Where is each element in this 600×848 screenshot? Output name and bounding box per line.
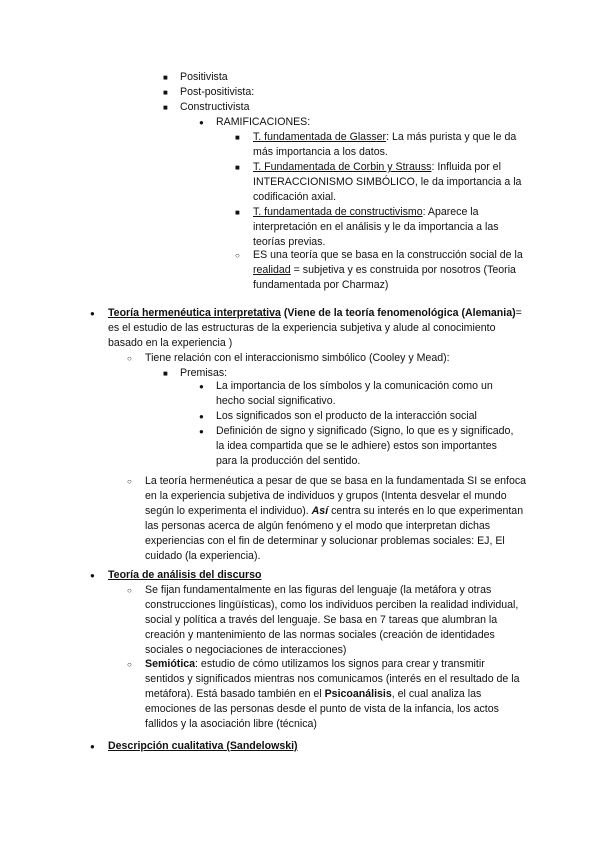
disc-bullet: ●: [199, 382, 204, 391]
disc-bullet: ●: [90, 309, 95, 318]
realidad-link: realidad: [253, 264, 291, 276]
list-item-premisas: Premisas:: [180, 367, 228, 379]
descripcion-title: Descripción cualitativa (Sandelowski): [108, 740, 298, 752]
square-bullet: ■: [163, 103, 168, 112]
list-item-premisa-2: Los significados son el producto de la interacción social: [216, 410, 477, 422]
disc-bullet: ●: [199, 427, 204, 436]
section-hermeneutica: [108, 306, 528, 351]
circle-bullet: ○: [235, 251, 240, 260]
section-discurso: [108, 568, 261, 583]
list-item-relacion: Tiene relación con el interaccionismo simbólico (Cooley y Mead):: [145, 352, 450, 364]
list-item-corbin-strauss: [253, 160, 528, 205]
disc-bullet: ●: [90, 571, 95, 580]
hermeneutica-para-b: centra su interés en lo que experimentan las personas acerca de algún fenómeno y el modo que interpretan dichas experiencias con el fin de determinar y solucionar problemas sociales: EJ, El cuidado (la experiencia).: [145, 505, 524, 562]
corbin-text: : Influida por el INTERACCIONISMO SIMBÓLICO, le da importancia a la codificación axial.: [253, 161, 522, 203]
circle-bullet: ○: [127, 660, 132, 669]
square-bullet: ■: [163, 369, 168, 378]
constructivismo-link: T. fundamentada de constructivismo: [253, 206, 423, 218]
square-bullet: ■: [235, 163, 240, 172]
square-bullet: ■: [163, 88, 168, 97]
glasser-link: T. fundamentada de Glasser: [253, 131, 387, 143]
circle-bullet: ○: [127, 354, 132, 363]
es-teoria-post: = subjetiva y es construida por nosotros (Teoria fundamentada por Charmaz): [253, 264, 516, 291]
hermeneutica-paren: (: [280, 307, 288, 319]
asi-word: Así: [311, 505, 329, 517]
square-bullet: ■: [235, 133, 240, 142]
disc-bullet: ●: [199, 118, 204, 127]
list-item-es-teoria: [253, 248, 531, 293]
glasser-text: : La más purista y que le da más importancia a los datos.: [253, 131, 517, 158]
hermeneutica-para-a: La teoría hermenéutica a pesar de que se basa en la fundamentada SI se enfoca en la experiencia subjetiva de individuos y grupos (Intenta desvelar el mundo según lo experimenta el individuo).: [145, 475, 527, 517]
semiotica-label: Semiótica: [145, 658, 196, 670]
list-item-constructivista: Constructivista: [180, 101, 250, 113]
list-item-semiotica: [145, 657, 521, 732]
hermeneutica-origin: Viene de la teoría fenomenológica (Alemania): [287, 307, 516, 319]
list-item-constructivismo: [253, 205, 528, 250]
circle-bullet: ○: [127, 586, 132, 595]
psicoanalisis-label: Psicoanálisis: [324, 688, 392, 700]
square-bullet: ■: [235, 208, 240, 217]
psicoanalisis-text: , el cual analiza las emociones de las personas desde el punto de vista de la infancia, los actos fallidos y la asociación libre (técnica): [145, 688, 499, 730]
list-item-positivista: Positivista: [180, 71, 228, 83]
disc-bullet: ●: [199, 412, 204, 421]
list-item-premisa-3: Definición de signo y significado (Signo, lo que es y significado, la idea compartida que se le adhiere) estos son importantes para la producción del sentido.: [216, 425, 514, 467]
list-item-post-positivista: Post-positivista:: [180, 86, 255, 98]
list-item-premisa-1: La importancia de los símbolos y la comunicación como un hecho social significativo.: [216, 380, 493, 407]
section-descripcion: [108, 739, 298, 754]
circle-bullet: ○: [127, 477, 132, 486]
hermeneutica-definition: = es el estudio de las estructuras de la experiencia subjetiva y alude al conocimiento basado en la experiencia ): [108, 307, 522, 349]
discurso-title: Teoría de análisis del discurso: [108, 569, 262, 581]
list-item-glasser: [253, 130, 528, 160]
semiotica-text: : estudio de cómo utilizamos los signos para crear y transmitir sentidos y significados mientras nos comunicamos (interés en el resultado de la metáfora). Está basado también en el: [145, 658, 520, 700]
es-teoria-pre: ES una teoría que se basa en la construcción social de la: [253, 249, 523, 261]
corbin-link: T. Fundamentada de Corbin y Strauss: [253, 161, 432, 173]
square-bullet: ■: [163, 73, 168, 82]
hermeneutica-title: Teoría hermenéutica interpretativa: [108, 307, 281, 319]
disc-bullet: ●: [90, 742, 95, 751]
paragraph-hermeneutica: [145, 474, 527, 564]
constructivismo-text: : Aparece la interpretación en el análisis y le da importancia a las teorías previas.: [253, 206, 499, 248]
list-item-ramificaciones: RAMIFICACIONES:: [216, 116, 311, 128]
list-item-discurso-1: Se fijan fundamentalmente en las figuras del lenguaje (la metáfora y otras construcciones lingüísticas), como los individuos perciben la realidad individual, social y política a través del lenguaje. Se basa en 7 tareas que alumbran la creación y mantenimiento de las normas sociales (creación de identidades sociales o negociaciones de interacciones): [145, 584, 519, 656]
